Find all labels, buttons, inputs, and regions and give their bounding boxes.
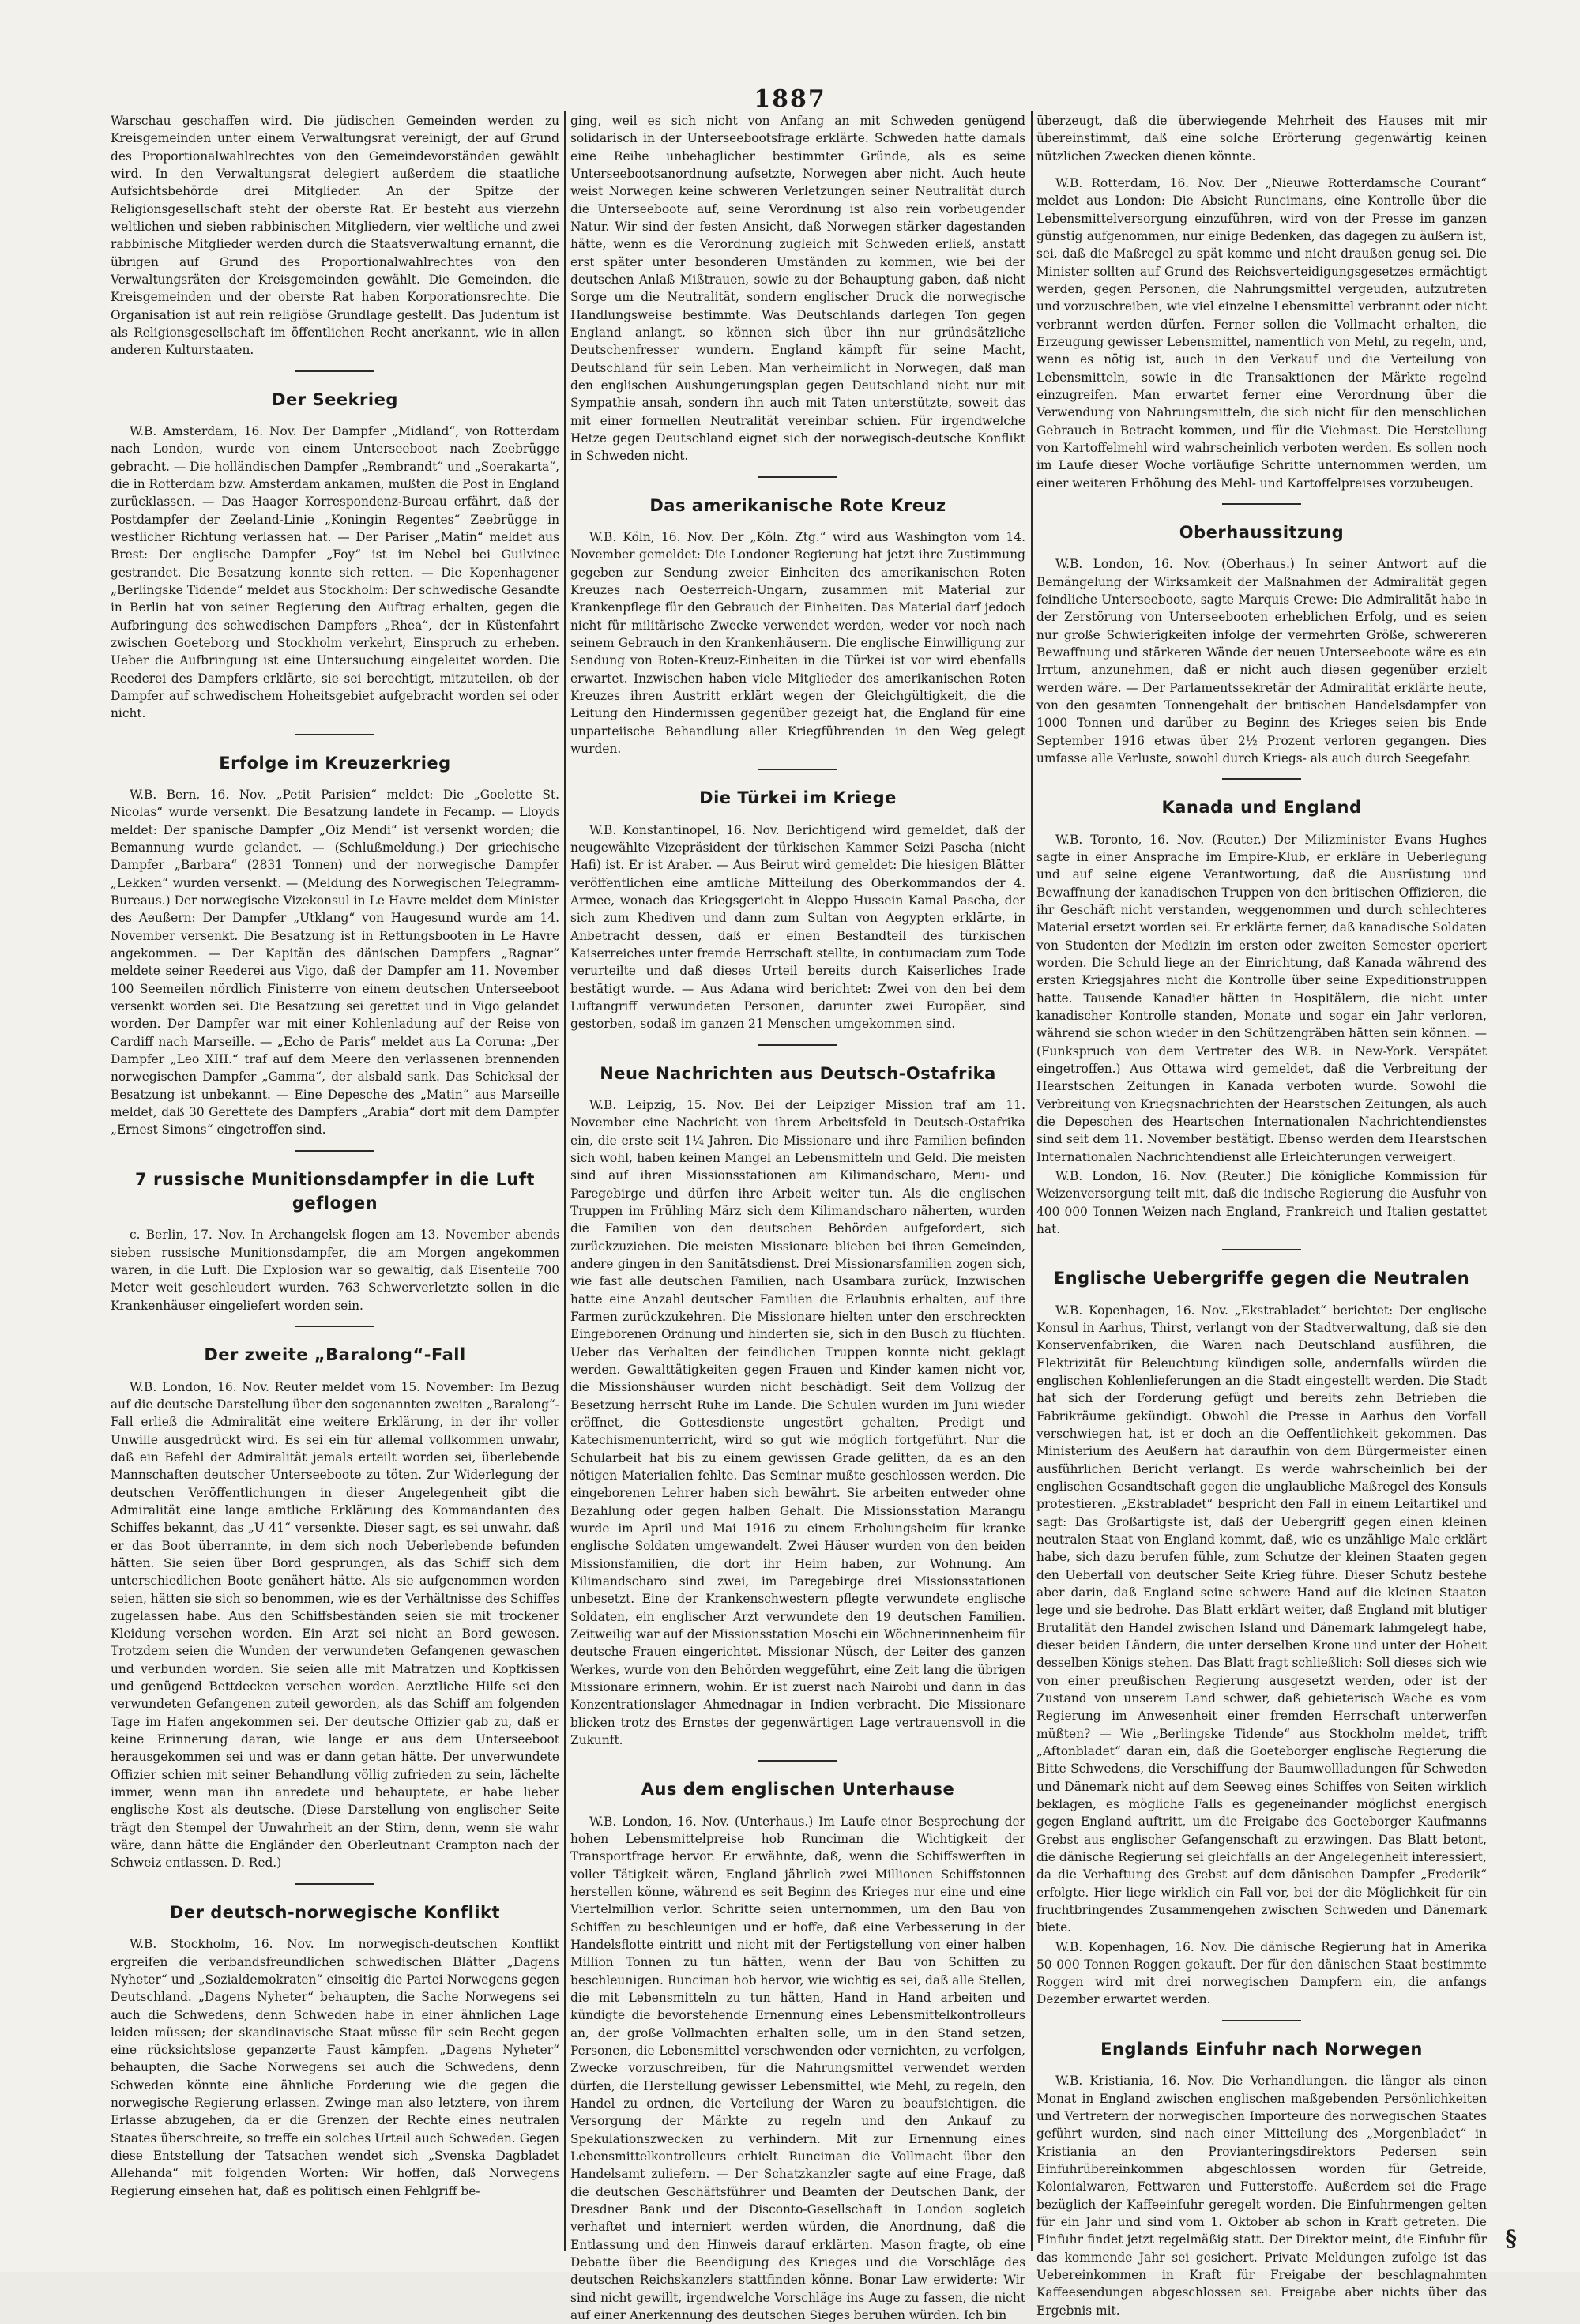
column-2 [570,112,1025,2322]
article-paragraph: W.B. London, 16. Nov. Reuter meldet vom 15. November: Im Bezug auf die deutsche Darstellung über den sogenannten zweiten „Baralong“-Fall erließ die Admiralität eine weitere Erklärung, in der ihr voller Unwille ausgedrückt wird. Es sei ein für allemal vollkommen unwahr, daß ein Befehl der Admiralität jemals erteilt worden sei, überlebende Mannschaften deutscher Unterseeboote zu töten. Zur Widerlegung der deutschen Veröffentlichungen in dieser Angelegenheit gibt die Admiralität eine lange amtliche Erklärung des Kommandanten des Schiffes bekannt, das „U 41“ versenkte. Dieser sagt, es sei unwahr, daß er das Boot überrannte, in dem sich noch Ueberlebende befunden hätten. Sie seien über Bord gesprungen, als das Schiff sich dem unterschiedlichen Boote genähert hätte. Als sie aufgenommen worden seien, hätten sie sich so benommen, wie es der Verhältnisse des Schiffes zugelassen habe. Aus den Schiffsbeständen seien sie mit trockener Kleidung versehen worden. Ein Arzt sei nicht an Bord gewesen. Trotzdem seien die Wunden der verwundeten Gefangenen gewaschen und verbunden worden. Sie seien alle mit Matratzen und Kopfkissen und genügend Bettdecken versehen worden. Aerztliche Hilfe sei den verwundeten Gefangenen zuteil geworden, als das Schiff am folgenden Tage im Hafen angekommen sei. Der deutsche Offizier gab zu, daß er keine Erinnerung daran, wie lange er aus dem Unterseeboot herausgekommen sei und was er dann getan hätte. Der unverwundete Offizier schien mit seiner Behandlung völlig zufrieden zu sein, lächelte immer, wenn man ihn anredete und behauptete, er habe lieber englische Kost als deutsche. (Diese Darstellung von englischer Seite trägt den Stempel der Unwahrheit an der Stirn, denn, wenn sie wahr wäre, dann hätte die Engländer den Oberleutnant Crampton nach der Schweiz entlassen. D. Red.) [111,1379,559,1871]
article-paragraph: W.B. Stockholm, 16. Nov. Im norwegisch-deutschen Konflikt ergreifen die verbandsfreundlichen schwedischen Blätter „Dagens Nyheter“ und „Sozialdemokraten“ einseitig die Partei Norwegens gegen Deutschland. „Dagens Nyheter“ behaupten, die Sache Norwegens sei auch die Schwedens, denn Schweden habe in einer ähnlichen Lage leiden müssen; der skandinavische Staat müsse für sein Recht gegen eine rücksichtslose gepanzerte Faust kämpfen. „Dagens Nyheter“ behaupten, die Sache Norwegens sei auch die Schwedens, denn Schweden könnte eine ähnliche Forderung wie die gegen die norwegische Regierung erlassen. Zwinge man also letztere, von ihrem Erlasse abzugehen, da er die Grenzen der Rechte eines neutralen Staates überschreite, so treffe ein solches Urteil auch Schweden. Gegen diese Entstellung der Tatsachen wendet sich „Svenska Dagbladet Allehanda“ mit folgenden Worten: Wir hoffen, daß Norwegens Regierung einsehen hat, daß es politisch einen Fehlgriff be- [111,1937,559,2198]
article-paragraph: W.B. London, 16. Nov. (Reuter.) Die königliche Kommission für Weizenversorgung teilt mit, daß die indische Regierung die Ausfuhr von 400 000 Tonnen Weizen nach England, Frankreich und Italien gestattet hat. [1036,1168,1487,1236]
article-paragraph: W.B. Toronto, 16. Nov. (Reuter.) Der Milizminister Evans Hughes sagte in einer Ansprache im Empire-Klub, er erkläre in Ueberlegung und auf seine eigene Verantwortung, daß die Ausrüstung und Bewaffnung der kanadischen Truppen von den britischen Offizieren, die ihr Geschäft nicht verstanden, weggenommen und durch schlechteres Material ersetzt worden sei. Er erklärte ferner, daß kanadische Soldaten von Studenten der Medizin im ersten oder zweiten Semester operiert worden. Die Schuld liege an der Einrichtung, daß Kanada während des ersten Kriegsjahres nicht die Kontrolle über seine Expeditionstruppen hatte. Tausende Kanadier hätten in Hospitälern, die nicht unter kanadischer Kontrolle standen, Monate und sogar ein Jahr verloren, während sie schon wieder in den Schützengräben hätten sein können. — (Funkspruch von dem Vertreter des W.B. in New-York. Verspätet eingetroffen.) Aus Ottawa wird gemeldet, daß die Verbreitung der Hearstschen Zeitungen in Kanada verboten wurde. Sowohl die Verbreitung von Kriegsnachrichten der Hearstschen Zeitungen, als auch die Depeschen des Heartschen Internationalen Nachrichtendienstes sind seit dem 11. November bestätigt. Ebenso werden dem Hearstschen Internationalen Nachrichtendienst alle Erleichterungen verweigert. [1036,832,1487,1164]
section-divider [295,1883,374,1885]
article-headline: Neue Nachrichten aus Deutsch-Ostafrika [600,1063,996,1083]
section-divider [1222,778,1301,780]
section-divider [295,734,374,735]
article-headline: Kanada und England [1161,798,1362,818]
article-headline: Englische Uebergriffe gegen die Neutralen [1053,1269,1470,1288]
article-headline: Aus dem englischen Unterhause [641,1780,955,1799]
column-rule-1 [564,111,566,2251]
article-headline: Das amerikanische Rote Kreuz [649,495,946,515]
column-intro-paragraph: ging, weil es sich nicht von Anfang an mit Schweden genügend solidarisch in der Unterseebootsfrage erklärte. Schweden hatte damals eine Reihe unbehaglicher bestimmter Gründe, als es seine Unterseebootsanordnung aufsetzte, Norwegen aber nicht. Auch heute weist Norwegen keine schweren Verletzungen seiner Neutralität durch die Unterseeboote auf, seine Verordnung ist also rein vorbeugender Natur. Wir sind der festen Ansicht, daß Norwegen stärker dagestanden hätte, wenn es die Verordnung zugleich mit Schweden erließ, anstatt erst später unter besonderen Umständen zu kommen, wie bei der deutschen Anlaß Mißtrauen, sowie zu der Behauptung gaben, daß nicht Sorge um die Neutralität, sondern englischer Druck die norwegische Handlungsweise bestimmte. Was Deutschlands darlegen Ton gegen England anlangt, so können sich über ihn nur gründsätzliche Deutschenfresser wundern. England kämpft für seine Macht, Deutschland für sein Leben. Man verheimlicht in Norwegen, daß man den englischen Aushungerungsplan gegen Deutschland nicht nur mit Sympathie ansah, sondern ihn auch mit Taten unterstützte, soweit das mit einer formellen Neutralität vereinbar schien. Für irgendwelche Hetze gegen Deutschland eignet sich der norwegisch-deutsche Konflikt in Schweden nicht. [570,114,1025,464]
section-divider [1222,2020,1301,2021]
section-divider [1222,1249,1301,1250]
article-headline: Der zweite „Baralong“-Fall [204,1345,466,1365]
section-divider [295,370,374,372]
article-paragraph: W.B. Bern, 16. Nov. „Petit Parisien“ meldet: Die „Goelette St. Nicolas“ wurde versenkt. Die Besatzung landete in Fecamp. — Lloyds meldet: Der spanische Dampfer „Oiz Mendi“ ist versenkt worden; die Bemannung wurde gelandet. — (Schlußmeldung.) Der griechische Dampfer „Barbara“ (2831 Tonnen) und der norwegische Dampfer „Lekken“ wurden versenkt. — (Meldung des Norwegischen Telegramm-Bureaus.) Der norwegische Vizekonsul in Le Havre meldet dem Minister des Aeußern: Der Dampfer „Utklang“ von Haugesund wurde am 14. November versenkt. Die Besatzung ist in Rettungsbooten in Le Havre angekommen. — Der Kapitän des dänischen Dampfers „Ragnar“ meldete seiner Reederei aus Vigo, daß der Dampfer am 11. November 100 Seemeilen nördlich Finisterre von einem deutschen Unterseeboot versenkt worden sei. Die Besatzung sei gerettet und in Vigo gelandet worden. Der Dampfer war mit einer Kohlenladung auf der Reise von Cardiff nach Marseille. — „Echo de Paris“ meldet aus La Coruna: „Der Dampfer „Leo XIII.“ traf auf dem Meere den verlassenen brennenden norwegischen Dampfer „Gamma“, der alsbald sank. Das Schicksal der Besatzung ist unbekannt. — Eine Depesche des „Matin“ aus Marseille meldet, daß 30 Gerettete des Dampfers „Arabia“ dort mit dem Dampfer „Ernest Simons“ eingetroffen sind. [111,788,559,1138]
section-divider [1222,503,1301,505]
article-headline: Erfolge im Kreuzerkrieg [219,753,451,773]
section-divider [758,476,837,478]
section-divider [295,1326,374,1327]
article-headline: 7 russische Munitionsdampfer in die Luft geflogen [135,1169,535,1213]
article-paragraph: W.B. Konstantinopel, 16. Nov. Berichtigend wird gemeldet, daß der neugewählte Vizepräsident der türkischen Kammer Seizi Pascha (nicht Hafi) ist. Er ist Araber. — Aus Beirut wird gemeldet: Die hiesigen Blätter veröffentlichen eine amtliche Mitteilung des Oberkommandos der 4. Armee, wonach das Kriegsgericht in Aleppo Hussein Kamal Pascha, der sich zum Khediven und dann zum Sultan von Aegypten erklärte, in Anbetracht dessen, daß er einen Bestandteil des türkischen Kaiserreiches unter fremde Herrschaft stellte, in contumaciam zum Tode verurteilte und daß dieses Urteil bereits durch Kaiserliches Irade bestätigt wurde. — Aus Adana wird berichtet: Zwei von den bei dem Luftangriff verwundeten Personen, darunter zwei Europäer, sind gestorben, sodaß im ganzen 21 Menschen umgekommen sind. [570,822,1025,1032]
article-paragraph: W.B. Kristiania, 16. Nov. Die Verhandlungen, die länger als einen Monat in England zwischen englischen maßgebenden Persönlichkeiten und Vertretern der norwegischen Importeure des norwegischen Staates geführt wurden, sind nach einer Mitteilung des „Morgenbladet“ in Kristiania an den Provianteringsdirektors Pedersen sein Einfuhrübereinkommen abgeschlossen worden für Getreide, Kolonialwaren, Fettwaren und Futterstoffe. Außerdem sei die Frage bezüglich der Kaffeeinfuhr geregelt worden. Die Einfuhrmengen gelten für ein Jahr und sind vom 1. Oktober ab schon in Kraft getreten. Die Einfuhr findet jetzt regelmäßig statt. Der Direktor meint, die Einfuhr für das kommende Jahr sei gesichert. Private Meldungen zufolge ist das Uebereinkommen in Kraft für Freigabe der beschlagnahmten Kaffeesendungen abgeschlossen sei. Freigabe aber nichts über das Ergebnis mit. [1036,2074,1487,2318]
article-headline: Die Türkei im Kriege [699,788,897,808]
article-paragraph: W.B. Leipzig, 15. Nov. Bei der Leipziger Mission traf am 11. November eine Nachricht von ihrem Arbeitsfeld in Deutsch-Ostafrika ein, die erste seit 1¼ Jahren. Die Missionare und ihre Familien befinden sich wohl, haben keinen Mangel an Lebensmitteln und Geld. Die meisten sind auf ihren Missionsstationen am Kilimandscharo, Meru- und Paregebirge und dürfen ihre Arbeit weiter tun. Als die englischen Truppen im Frühling März sich dem Kilimandscharo näherten, wurden die Familien von den deutschen Behörden aufgefordert, sich zurückzuziehen. Die meisten Missionare blieben bei ihren Gemeinden, andere gingen in den Sanitätsdienst. Drei Missionarsfamilien zogen sich, wie fast alle deutschen Familien, nach Usambara zurück, Inzwischen hatte eine Anzahl deutscher Familien die Erlaubnis erhalten, auf ihre Farmen zurückzukehren. Die Missionare hielten unter den erschreckten Eingeborenen Ordnung und hinderten sie, sich in den Busch zu flüchten. Ueber das Verhalten der feindlichen Truppen konnte nicht geklagt werden. Gewalttätigkeiten gegen Frauen und Kinder kamen nicht vor, die Missionshäuser wurden nicht beschädigt. Seit dem Vollzug der Besetzung herrscht Ruhe im Lande. Die Schulen wurden im Juni wieder eröffnet, die Gottesdienste ungestört gehalten, Predigt und Katechismenunterricht, wird so gut wie möglich fortgeführt. Nur die Schularbeit hat bis zu einem gewissen Grade gelitten, da es an den nötigen Materialien fehlte. Das Seminar mußte geschlossen werden. Die eingeborenen Lehrer haben sich bewährt. Sie arbeiten entweder ohne Bezahlung oder gegen halben Gehalt. Die Missionsstation Marangu wurde im April und Mai 1916 zu einem Erholungsheim für kranke englische Soldaten umgewandelt. Zwei Häuser wurden von den beiden Missionsfamilien, die dort ihr Heim haben, zur Wohnung. Am Kilimandscharo sind zwei, im Paregebirge drei Missionsstationen unbesetzt. Eine der Krankenschwestern pflegte verwundete englische Soldaten, ein englischer Arzt verwundete den 19 deutschen Familien. Zeitweilig war auf der Missionsstation Moschi ein Wöchnerinnenheim für deutsche Frauen eingerichtet. Missionar Nüsch, der Leiter des ganzen Werkes, wurde von den Behörden weggeführt, eine Zeit lang die übrigen Missionare erinnern, wohin. Er ist zuerst nach Nairobi und dann in das Konzentrationslager Ahmednagar in Indien verbracht. Die Missionare blicken trotz des Ernstes der gegenwärtigen Lage vertrauensvoll in die Zukunft. [570,1098,1025,1747]
article-headline: Oberhaussitzung [1179,522,1345,542]
corner-mark: § [1505,2225,1517,2251]
section-divider [758,1760,837,1762]
column-3 [1036,112,1487,2318]
article-paragraph: W.B. London, 16. Nov. (Oberhaus.) In seiner Antwort auf die Bemängelung der Wirksamkeit der Maßnahmen der Admiralität gegen feindliche Unterseeboote, sagte Marquis Crewe: Die Admiralität habe in der Zerstörung von Unterseebooten erheblichen Erfolg, und es seien nur große Schwierigkeiten infolge der vermehrten Größe, schwereren Bewaffnung und stärkeren Wände der neuen Unterseeboote wäre es ein Irrtum, anzunehmen, daß er nicht auch diesen gegenüber erzielt werden wäre. — Der Parlamentssekretär der Admiralität erklärte heute, von den gesamten Tonnengehalt der britischen Handelsdampfer von 1000 Tonnen und darüber zu Beginn des Krieges seien bis Ende September 1916 etwas über 2½ Prozent verloren gegangen. Dies umfasse alle Verluste, sowohl durch Kriegs- als auch durch Seegefahr. [1036,557,1487,765]
article-paragraph: W.B. London, 16. Nov. (Unterhaus.) Im Laufe einer Besprechung der hohen Lebensmittelpreise hob Runciman die Wichtigkeit der Transportfrage hervor. Er erwähnte, daß, wenn die Schiffswerften in voller Tätigkeit wären, England jährlich zwei Millionen Schiffstonnen herstellen könne, während es seit Beginn des Krieges nur eine und eine Viertelmillion verlor. Schritte seien unternommen, um den Bau von Schiffen zu beschleunigen und er hoffe, daß eine Verbesserung in der Handelsflotte eintritt und nicht mit der Fertigstellung von einer halben Million Tonnen zu tun hätten, wenn der Bau von Schiffen zu beschleunigen. Runciman hob hervor, wie wichtig es sei, daß alle Stellen, die mit Lebensmitteln zu tun hätten, Hand in Hand arbeiten und kündigte die bevorstehende Ernennung eines Lebensmittelkontrolleurs an, der große Vollmachten erhalten solle, um in den Stand setzen, Personen, die Lebensmittel verschwenden oder vernichten, zu verfolgen, Zwecke vorzuschreiben, für die Nahrungsmittel verwendet werden dürfen, die Herstellung gewisser Lebensmittel, wie Mehl, zu regeln, den Handel zu ordnen, die Verteilung der Waren zu beaufsichtigen, die Versorgung der Märkte zu regeln und den Ankauf zu Spekulationszwecken zu verhindern. Mit zur Ernennung eines Lebensmittelkontrolleurs erhielt Runciman die Vollmacht über den Handelsamt zuliefern. — Der Schatzkanzler sagte auf eine Frage, daß die deutschen Geschäftsführer und Beamten der Deutschen Bank, der Dresdner Bank und der Disconto-Gesellschaft in London sogleich verhaftet und interniert werden würden, die Anordnung, daß die Entlassung und den Hinweis darauf erklärten. Mason fragte, ob eine Debatte über die Beendigung des Krieges und die Vorschläge des deutschen Reichskanzlers stattfinden könne. Bonar Law erwiderte: Wir sind nicht gewillt, irgendwelche Vorschläge ins Auge zu fassen, die nicht auf einer Anerkennung des deutschen Sieges beruhen würden. Ich bin [570,1814,1025,2322]
article-headline: Der deutsch-norwegische Konflikt [169,1902,501,1922]
article-paragraph: W.B. Kopenhagen, 16. Nov. „Ekstrabladet“ berichtet: Der englische Konsul in Aarhus, Thirst, verlangt von der Stadtverwaltung, daß sie den Konservenfabriken, die Waren nach Deutschland ausführen, die Elektrizität für Beleuchtung kündigen solle, andernfalls würden die englischen Kohlenlieferungen an die Stadt eingestellt werden. Die Stadt hat sich der Forderung gefügt und bereits zehn Betrieben die Fabrikräume gekündigt. Obwohl die Presse in Aarhus den Vorfall verschwiegen hat, ist er doch an die Oeffentlichkeit gekommen. Das Ministerium des Aeußern hat daraufhin von dem Bürgermeister einen ausführlichen Bericht verlangt. Es werde wahrscheinlich bei der englischen Gesandtschaft gegen die unglaubliche Maßregel des Konsuls protestieren. „Ekstrabladet“ bespricht den Fall in einem Leitartikel und sagt: Das Großartigste ist, daß der Uebergriff gegen einen kleinen neutralen Staat von England kommt, daß, wie es unzählige Male erklärt habe, sich dazu berufen fühle, zum Schutze der kleinen Staaten gegen den Ueberfall von deutscher Seite Krieg führe. Dieser Schutz bestehe aber darin, daß England seine schwere Hand auf die kleinen Staaten lege und sie bedrohe. Das Blatt erklärt weiter, daß England mit blutiger Brutalität den Handel zwischen Island und Dänemark lahmgelegt habe, dieser beiden Ländern, die unter derselben Krone und unter der Hoheit desselben Königs stehen. Das Blatt fragt schließlich: Soll dieses sich wie von einer preußischen Regierung ausgesetzt werden, oder ist der Zustand von unserem Land schwer, daß gebieterisch Wache es vom Regierung im Anwesenheit einer fremden Herrschaft unterwerfen müßten? — Wie „Berlingske Tidende“ aus Stockholm meldet, trifft „Aftonbladet“ daran ein, daß die Goeteborger englische Regierung die Bitte Schwedens, die Verschiffung der Baumwollladungen für Schweden und Dänemark nicht auf dem Seeweg eines Schiffes von Seiten wirklich beklagen, es mögliche Falls es gegeneinander möglichst energisch gegen England auftritt, um die Freigabe des Goeteborger Kaufmanns Grebst aus englischer Gefangenschaft zu erzwingen. Das Blatt betont, die dänische Regierung sei gleichfalls an der Angelegenheit interessiert, da die Verhaftung des Grebst auf dem dänischen Dampfer „Frederik“ erfolgte. Hier liege wirklich ein Fall vor, bei der die Möglichkeit für ein fruchtbringendes Zusammengehen zwischen Schweden und Dänemark biete. [1036,1303,1487,1935]
section-divider [295,1150,374,1152]
article-headline: Der Seekrieg [272,389,398,409]
article-paragraph: c. Berlin, 17. Nov. In Archangelsk flogen am 13. November abends sieben russische Munitionsdampfer, die am Morgen angekommen waren, in die Luft. Die Explosion war so gewaltig, daß Eisenteile 700 Meter weit geschleudert wurden. 763 Schwerverletzte sollen in die Krankenhäuser eingeliefert worden sein. [111,1228,559,1313]
column-1 [111,112,559,2245]
column-rule-2 [1031,111,1033,2251]
page-number: 1887 [754,85,826,113]
column-intro-paragraph: Warschau geschaffen wird. Die jüdischen Gemeinden werden zu Kreisgemeinden unter einem Verwaltungsrat vereinigt, der auf Grund des Proportionalwahlrechtes von den Gemeindevorständen gewählt wird. In den Verwaltungsrat delegiert außerdem die staatliche Aufsichtsbehörde drei Mitglieder. An der Spitze der Religionsgesellschaft steht der oberste Rat. Er besteht aus vierzehn weltlichen und sieben rabbinischen Mitgliedern, vier weltliche und zwei rabbinische Mitglieder werden durch die Staatsverwaltung ernannt, die übrigen auf Grund des Proportionalwahlrechtes von den Verwaltungsräten der Kreisgemeinden gewählt. Die Gemeinden, die Kreisgemeinden und der oberste Rat haben Korporationsrechte. Die Organisation ist auf rein religiöse Grundlage gestellt. Das Judentum ist als Religionsgesellschaft im öffentlichen Recht anerkannt, wie in allen anderen Kulturstaaten. [111,114,559,358]
article-paragraph: W.B. Kopenhagen, 16. Nov. Die dänische Regierung hat in Amerika 50 000 Tonnen Roggen gekauft. Der für den dänischen Staat bestimmte Roggen wird mit drei norwegischen Dampfern ein, die anfangs Dezember erwartet werden. [1036,1939,1487,2007]
article-headline: Englands Einfuhr nach Norwegen [1100,2039,1423,2059]
section-divider [758,1044,837,1046]
column-intro-paragraph: überzeugt, daß die überwiegende Mehrheit des Hauses mit mir übereinstimmt, daß eine solche Erörterung gegenwärtig keinen nützlichen Zwecken dienen könnte. [1036,114,1487,164]
article-spacer [1036,167,1487,175]
article-paragraph: W.B. Amsterdam, 16. Nov. Der Dampfer „Midland“, von Rotterdam nach London, wurde von einem Unterseeboot nach Zeebrügge gebracht. — Die holländischen Dampfer „Rembrandt“ und „Soerakarta“, die in Rotterdam bzw. Amsterdam ankamen, mußten die Post in England zurücklassen. — Das Haager Korrespondenz-Bureau erfährt, daß der Postdampfer der Zeeland-Linie „Koningin Regentes“ Zeebrügge in westlicher Richtung verlassen hat. — Der Pariser „Matin“ meldet aus Brest: Der englische Dampfer „Foy“ ist im Nebel bei Guilvinec gestrandet. Die Besatzung konnte sich retten. — Die Kopenhagener „Berlingske Tidende“ meldet aus Stockholm: Der schwedische Gesandte in Berlin hat von seiner Regierung den Auftrag erhalten, gegen die Aufbringung des schwedischen Dampfers „Rhea“, der in Küstenfahrt zwischen Goeteborg und Stockholm verkehrt, Einspruch zu erheben. Ueber die Aufbringung ist eine Untersuchung eingeleitet worden. Die Reederei des Dampfers erklärte, sie sei berechtigt, mitzuteilen, ob der Dampfer auf schwedischem Hoheitsgebiet aufgebracht worden sei oder nicht. [111,424,559,721]
article-paragraph: W.B. Rotterdam, 16. Nov. Der „Nieuwe Rotterdamsche Courant“ meldet aus London: Die Absicht Runcimans, eine Kontrolle über die Lebensmittelversorgung einzuführen, wird von der Presse im ganzen günstig aufgenommen, nur einige Bedenken, das dagegen zu äußern ist, sei, daß die Maßregel zu spät komme und nicht draußen genug sei. Die Minister sollten auf Grund des Reichsverteidigungsgesetzes ermächtigt werden, gegen Personen, die Nahrungsmittel vergeuden, aufzutreten und vorzuschreiben, wie viel einzelne Lebensmittel verbrannt oder nicht verbrannt werden dürfen. Ferner sollen die Vollmacht erhalten, die Erzeugung gewisser Lebensmittel, namentlich von Mehl, zu regeln, und, wenn es nötig ist, auch in den Verkauf und die Verteilung von Lebensmitteln, sowie in die Transaktionen der Märkte regelnd einzugreifen. Man erwartet ferner eine Verordnung über die Verwendung von Nahrungsmitteln, die sich nicht für den menschlichen Gebrauch in Betracht kommen, und für die Viehmast. Die Herstellung von Kartoffelmehl wird wahrscheinlich verboten werden. Es sollen noch im Laufe dieser Woche vorläufige Schritte unternommen werden, um einer weiteren Erhöhung des Mehl- und Kartoffelpreises vorzubeugen. [1036,175,1487,491]
section-divider [758,769,837,770]
article-paragraph: W.B. Köln, 16. Nov. Der „Köln. Ztg.“ wird aus Washington vom 14. November gemeldet: Die Londoner Regierung hat jetzt ihre Zustimmung gegeben zur Sendung zweier Einheiten des amerikanischen Roten Kreuzes nach Oesterreich-Ungarn, zusammen mit Material zur Krankenpflege für den Gebrauch der Einheiten. Das Material darf jedoch nicht für militärische Zwecke verwendet werden, weder vor noch nach seinem Gebrauch in den Krankenhäusern. Die englische Einwilligung zur Sendung von Roten-Kreuz-Einheiten in die Türkei ist vor wird ebenfalls erwartet. Inzwischen haben viele Mitglieder des amerikanischen Roten Kreuzes ihren Austritt erklärt wegen der Gleichgültigkeit, die die Leitung den Hindernissen gegenüber gezeigt hat, die England für eine unparteiische Behandlung aller Kriegführenden in den Weg gelegt wurden. [570,530,1025,756]
